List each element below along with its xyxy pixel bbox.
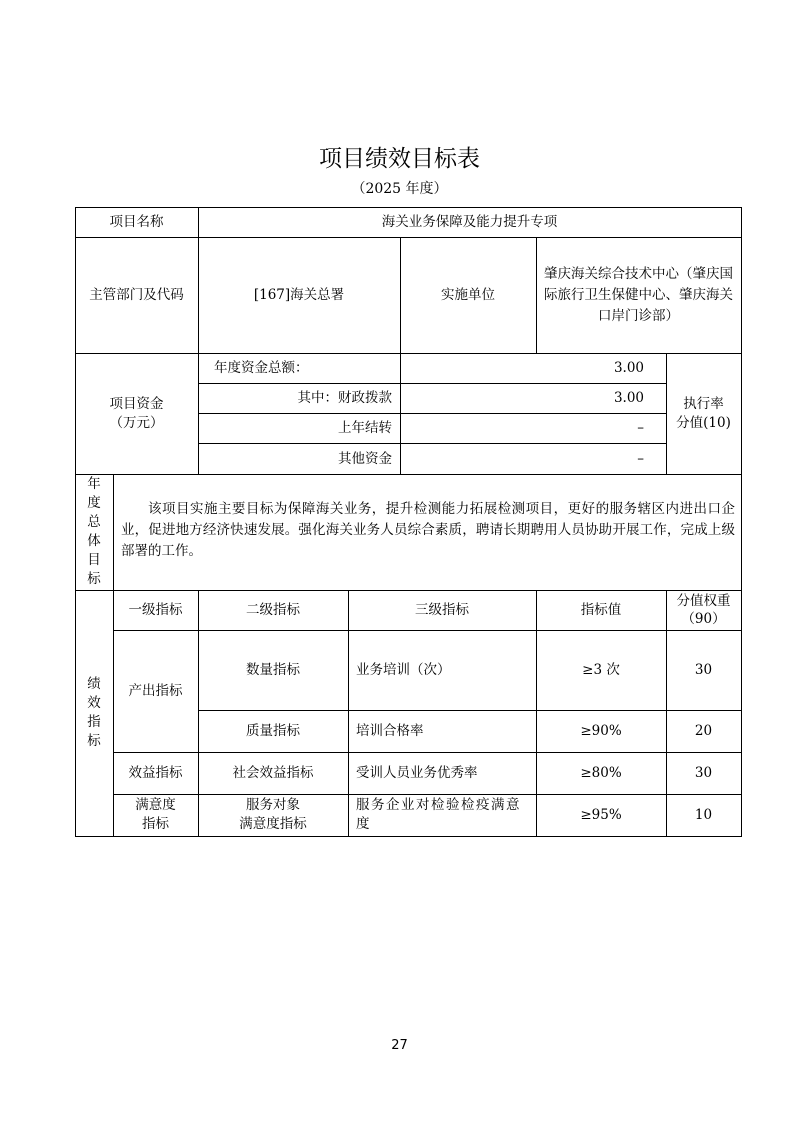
dept-label: 主管部门及代码 — [89, 287, 184, 303]
benefit-level3: 受训人员业务优秀率 — [356, 765, 478, 781]
goal-label — [75, 474, 113, 590]
funds-row-label: 其他资金 — [338, 450, 392, 467]
funds-row-label: 年度资金总额： — [214, 360, 309, 376]
benefit-level2: 社会效益指标 — [232, 765, 314, 781]
table-row-value: ≥90% — [580, 723, 622, 739]
performance-label — [75, 590, 113, 836]
dept-value: [167]海关总署 — [253, 287, 345, 303]
satisfaction-level1-line1: 满意度 — [135, 797, 176, 813]
performance-label-char: 效 — [87, 695, 101, 711]
goal-label-char: 度 — [87, 495, 101, 511]
header-weight — [666, 590, 741, 630]
funds-row-value: 3.00 — [613, 360, 644, 376]
execution-rate-line1: 执行率 — [683, 395, 724, 412]
goal-label-char: 目 — [87, 552, 101, 568]
benefit-weight: 30 — [694, 765, 713, 781]
satisfaction-level2-line2: 满意度指标 — [239, 816, 307, 832]
header-weight-line2: （90） — [681, 611, 726, 627]
performance-label-char: 标 — [87, 733, 101, 749]
project-name-label: 项目名称 — [109, 214, 164, 230]
benefit-indicator-label: 效益指标 — [128, 765, 183, 781]
output-indicator-label: 产出指标 — [128, 683, 183, 699]
table-row-weight: 30 — [694, 662, 713, 678]
goal-label-char: 体 — [87, 533, 101, 549]
goal-label-char: 年 — [87, 476, 101, 492]
funds-row-value: – — [637, 450, 644, 467]
table-row-weight: 20 — [694, 723, 713, 739]
table-row-level3: 培训合格率 — [356, 723, 424, 739]
header-level1: 一级指标 — [128, 602, 183, 618]
satisfaction-level1-line2: 指标 — [142, 816, 169, 832]
page-subtitle: （2025 年度） — [351, 181, 448, 197]
funds-label-line1: 项目资金 — [109, 395, 164, 412]
table-row-level2: 质量指标 — [246, 723, 300, 739]
performance-label-char: 指 — [87, 714, 101, 730]
execution-rate-label — [666, 353, 741, 474]
table-row-value: ≥3 次 — [582, 662, 620, 678]
funds-label — [75, 353, 198, 474]
execution-rate-line2: 分值(10) — [676, 414, 731, 431]
page-number: 27 — [391, 1038, 408, 1053]
goal-text: 该项目实施主要目标为保障海关业务，提升检测能力拓展检测项目，更好的服务辖区内进出口企业，促进地方经济快速发展。强化海关业务人员综合素质，聘请长期聘用人员协助开展工作，完成上级部署的工作。 — [121, 501, 735, 559]
goal-label-char: 总 — [87, 514, 101, 530]
table-row-level2: 数量指标 — [246, 662, 300, 678]
project-name-value: 海关业务保障及能力提升专项 — [381, 214, 558, 230]
header-level2: 二级指标 — [246, 602, 300, 618]
header-value: 指标值 — [580, 602, 622, 618]
header-level3: 三级指标 — [415, 602, 469, 618]
satisfaction-level2 — [198, 794, 348, 836]
header-weight-line1: 分值权重 — [676, 593, 731, 609]
satisfaction-value: ≥95% — [580, 807, 622, 823]
funds-label-line2: （万元） — [109, 414, 164, 431]
funds-row-value: – — [637, 420, 644, 436]
satisfaction-level3: 服务企业对检验检疫满意度 — [356, 797, 521, 832]
goal-label-char: 标 — [87, 571, 101, 587]
funds-row-label: 其中：财政拨款 — [297, 390, 392, 406]
unit-value: 肇庆海关综合技术中心（肇庆国际旅行卫生保健中心、肇庆海关口岸门诊部） — [544, 265, 733, 324]
satisfaction-level2-line1: 服务对象 — [246, 797, 300, 813]
table-row-level3: 业务培训（次） — [356, 662, 451, 678]
satisfaction-indicator-label — [113, 794, 198, 836]
funds-row-value: 3.00 — [613, 390, 644, 406]
performance-label-char: 绩 — [87, 676, 101, 692]
unit-label: 实施单位 — [441, 287, 495, 303]
funds-row-label: 上年结转 — [338, 420, 392, 436]
benefit-value: ≥80% — [580, 765, 622, 781]
page-title: 项目绩效目标表 — [319, 146, 480, 172]
satisfaction-weight: 10 — [694, 807, 713, 823]
